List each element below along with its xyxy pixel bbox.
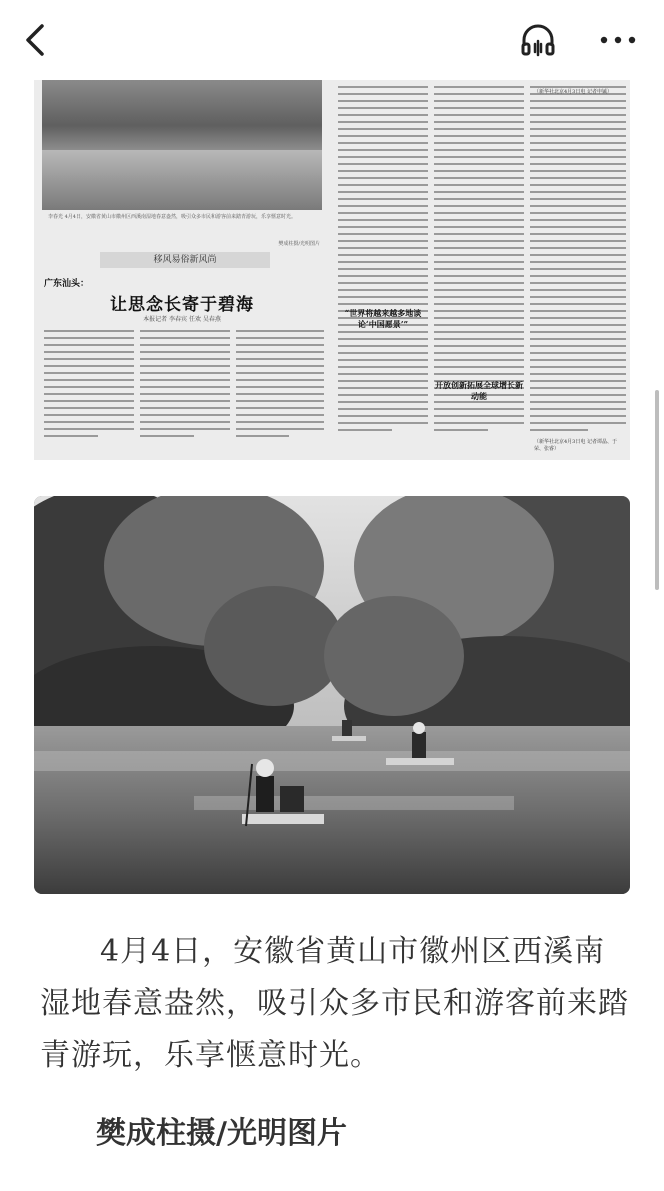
newspaper-section-title: 移风易俗新风尚 <box>100 252 270 268</box>
newspaper-subheading: “世界将越来越多地谈论‘中国愿景’” <box>344 308 422 329</box>
back-chevron-icon <box>14 18 58 62</box>
newspaper-text-block <box>140 330 230 442</box>
listen-audio-button[interactable] <box>516 18 560 62</box>
newspaper-photo-credit: 樊成柱摄/光明图片 <box>278 241 320 247</box>
newspaper-headline: 让思念长寄于碧海 <box>110 295 254 315</box>
photo-credit: 樊成柱摄/光明图片 <box>96 1116 347 1151</box>
newspaper-text-block <box>236 330 324 442</box>
newspaper-byline: 本报记者 李春宾 任欢 吴春燕 <box>143 316 221 323</box>
newspaper-photo-caption: 李春光 4月4日，安徽省黄山市徽州区西溪南湿地春意盎然，吸引众多市民和游客前来踏青游玩，乐享惬意时光。 <box>48 214 296 220</box>
newspaper-kicker: 广东汕头： <box>44 279 90 289</box>
headphones-icon <box>516 18 560 62</box>
newspaper-right-column <box>334 80 630 460</box>
wetland-scene <box>34 496 630 894</box>
main-photo[interactable] <box>34 496 630 894</box>
scrollbar[interactable] <box>655 390 659 590</box>
back-button[interactable] <box>14 18 58 62</box>
more-dots-icon <box>596 18 640 62</box>
newspaper-photo <box>42 80 322 210</box>
more-options-button[interactable] <box>596 18 640 62</box>
newspaper-photo-water <box>42 150 322 210</box>
newspaper-credit: （新华社北京4月3日电 记者谭晶、于荣、张睿） <box>534 439 617 452</box>
newspaper-text-block <box>530 86 626 436</box>
newspaper-text-block <box>338 86 428 436</box>
newspaper-page-image[interactable] <box>34 80 630 460</box>
photo-caption: 4月4日，安徽省黄山市徽州区西溪南湿地春意盎然，吸引众多市民和游客前来踏青游玩，乐享惬意时光。 <box>40 934 629 1073</box>
newspaper-text-block <box>44 330 134 442</box>
newspaper-credit: （新华社北京4月3日电 记者申铖） <box>534 89 612 95</box>
newspaper-left-column <box>34 80 330 460</box>
newspaper-subheading: 开放创新拓展全球增长新动能 <box>435 380 523 401</box>
top-app-bar <box>0 0 664 80</box>
